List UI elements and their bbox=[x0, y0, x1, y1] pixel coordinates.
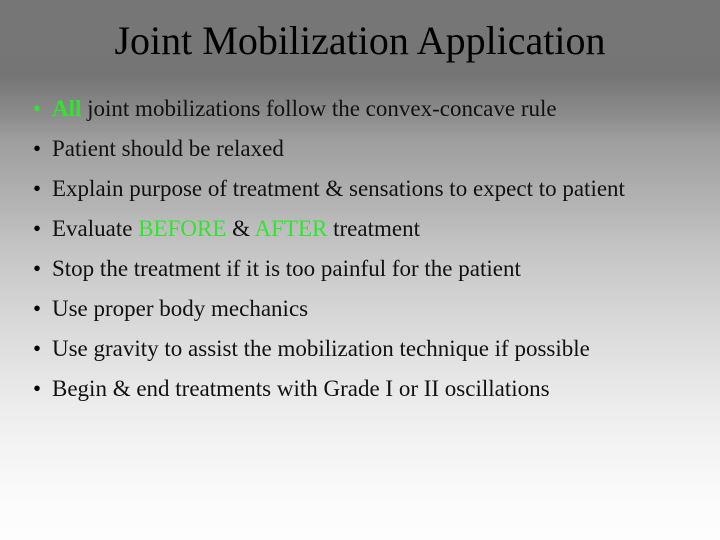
bullet-marker-icon: • bbox=[33, 336, 42, 361]
list-item bbox=[26, 333, 698, 364]
list-item bbox=[26, 253, 698, 284]
bullet-marker-icon: • bbox=[33, 176, 42, 201]
highlight-all: All bbox=[52, 96, 82, 121]
list-item-text: Explain purpose of treatment & sensations to expect to patient bbox=[52, 176, 625, 201]
list-item-text: Use proper body mechanics bbox=[52, 296, 309, 321]
page-title: Joint Mobilization Application bbox=[114, 18, 606, 63]
list-item-text-mid: & bbox=[226, 216, 255, 241]
list-item-text: Patient should be relaxed bbox=[52, 136, 284, 161]
list-item-text: Use gravity to assist the mobilization technique if possible bbox=[52, 336, 590, 361]
list-item bbox=[26, 213, 698, 244]
bullet-marker-icon: • bbox=[33, 376, 42, 401]
list-item-text-rest: joint mobilizations follow the convex-concave rule bbox=[81, 96, 557, 121]
list-item-text-pre: Evaluate bbox=[52, 216, 139, 241]
highlight-after: AFTER bbox=[254, 216, 328, 241]
bullet-marker-icon: • bbox=[33, 216, 42, 241]
list-item-text-post: treatment bbox=[327, 216, 420, 241]
slide-title-container bbox=[0, 18, 720, 64]
list-item-text: Begin & end treatments with Grade I or II oscillations bbox=[52, 376, 550, 401]
list-item bbox=[26, 373, 698, 404]
list-item bbox=[26, 133, 698, 164]
bullet-marker-icon: • bbox=[33, 296, 42, 321]
list-item bbox=[26, 293, 698, 324]
bullet-list bbox=[26, 93, 698, 413]
list-item-text bbox=[52, 213, 698, 244]
bullet-marker-icon: • bbox=[33, 96, 42, 121]
bullet-marker-icon: • bbox=[33, 256, 42, 281]
list-item bbox=[26, 93, 698, 124]
bullet-marker-icon: • bbox=[33, 136, 42, 161]
list-item bbox=[26, 173, 698, 204]
highlight-before: BEFORE bbox=[138, 216, 227, 241]
list-item-text bbox=[52, 93, 698, 124]
list-item-text: Stop the treatment if it is too painful for the patient bbox=[52, 256, 521, 281]
